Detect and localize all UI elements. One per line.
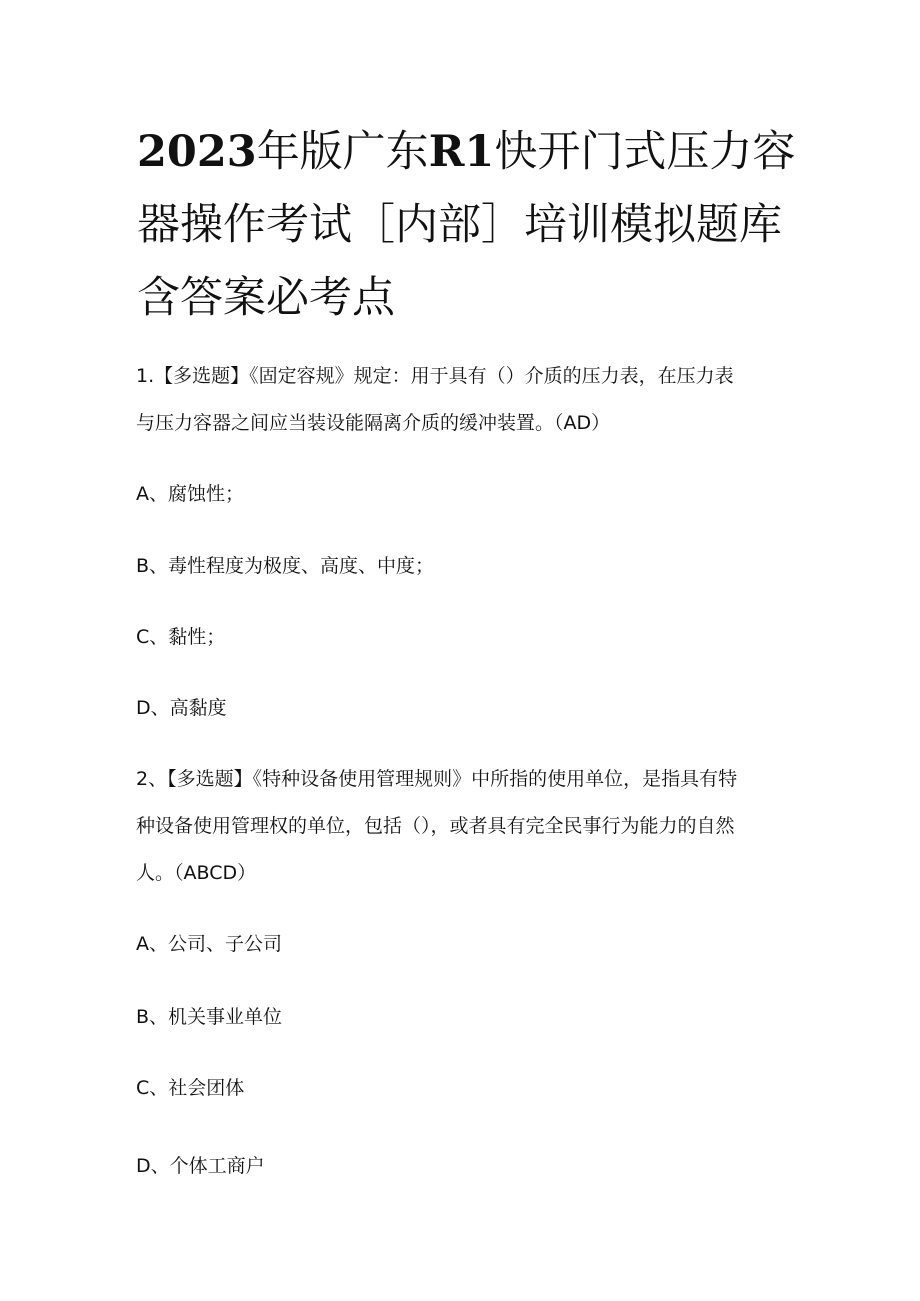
question-2-option-b: B、机关事业单位	[136, 1006, 283, 1028]
question-2-option-a: A、公司、子公司	[136, 933, 282, 955]
question-1-option-c: C、黏性；	[136, 626, 226, 648]
question-1-option-d: D、高黏度	[136, 697, 227, 719]
question-1-option-b: B、毒性程度为极度、高度、中度；	[136, 555, 435, 577]
question-2-option-c: C、社会团体	[136, 1077, 245, 1099]
question-2-option-d: D、个体工商户	[136, 1155, 265, 1177]
question-2-stem-line-2: 种设备使用管理权的单位，包括（），或者具有完全民事行为能力的自然	[136, 815, 735, 837]
document-title	[137, 116, 797, 335]
question-2-stem-line-3: 人。（ABCD）	[136, 862, 257, 884]
title-segment: 快开门式压力容	[494, 127, 796, 177]
question-1-stem-line-1: 1.【多选题】《固定容规》规定：用于具有（）介质的压力表，在压力表	[136, 365, 734, 387]
question-1-option-a: A、腐蚀性；	[136, 483, 244, 505]
title-code: R1	[428, 127, 495, 177]
title-segment: 年版广东	[256, 127, 429, 177]
title-year: 2023	[137, 127, 257, 177]
title-line-2: 器操作考试［内部］培训模拟题库	[137, 200, 782, 250]
question-1-stem-line-2: 与压力容器之间应当装设能隔离介质的缓冲装置。（AD）	[136, 412, 611, 434]
title-line-3: 含答案必考点	[137, 273, 395, 323]
question-2-stem-line-1: 2、【多选题】《特种设备使用管理规则》中所指的使用单位，是指具有特	[136, 768, 738, 790]
